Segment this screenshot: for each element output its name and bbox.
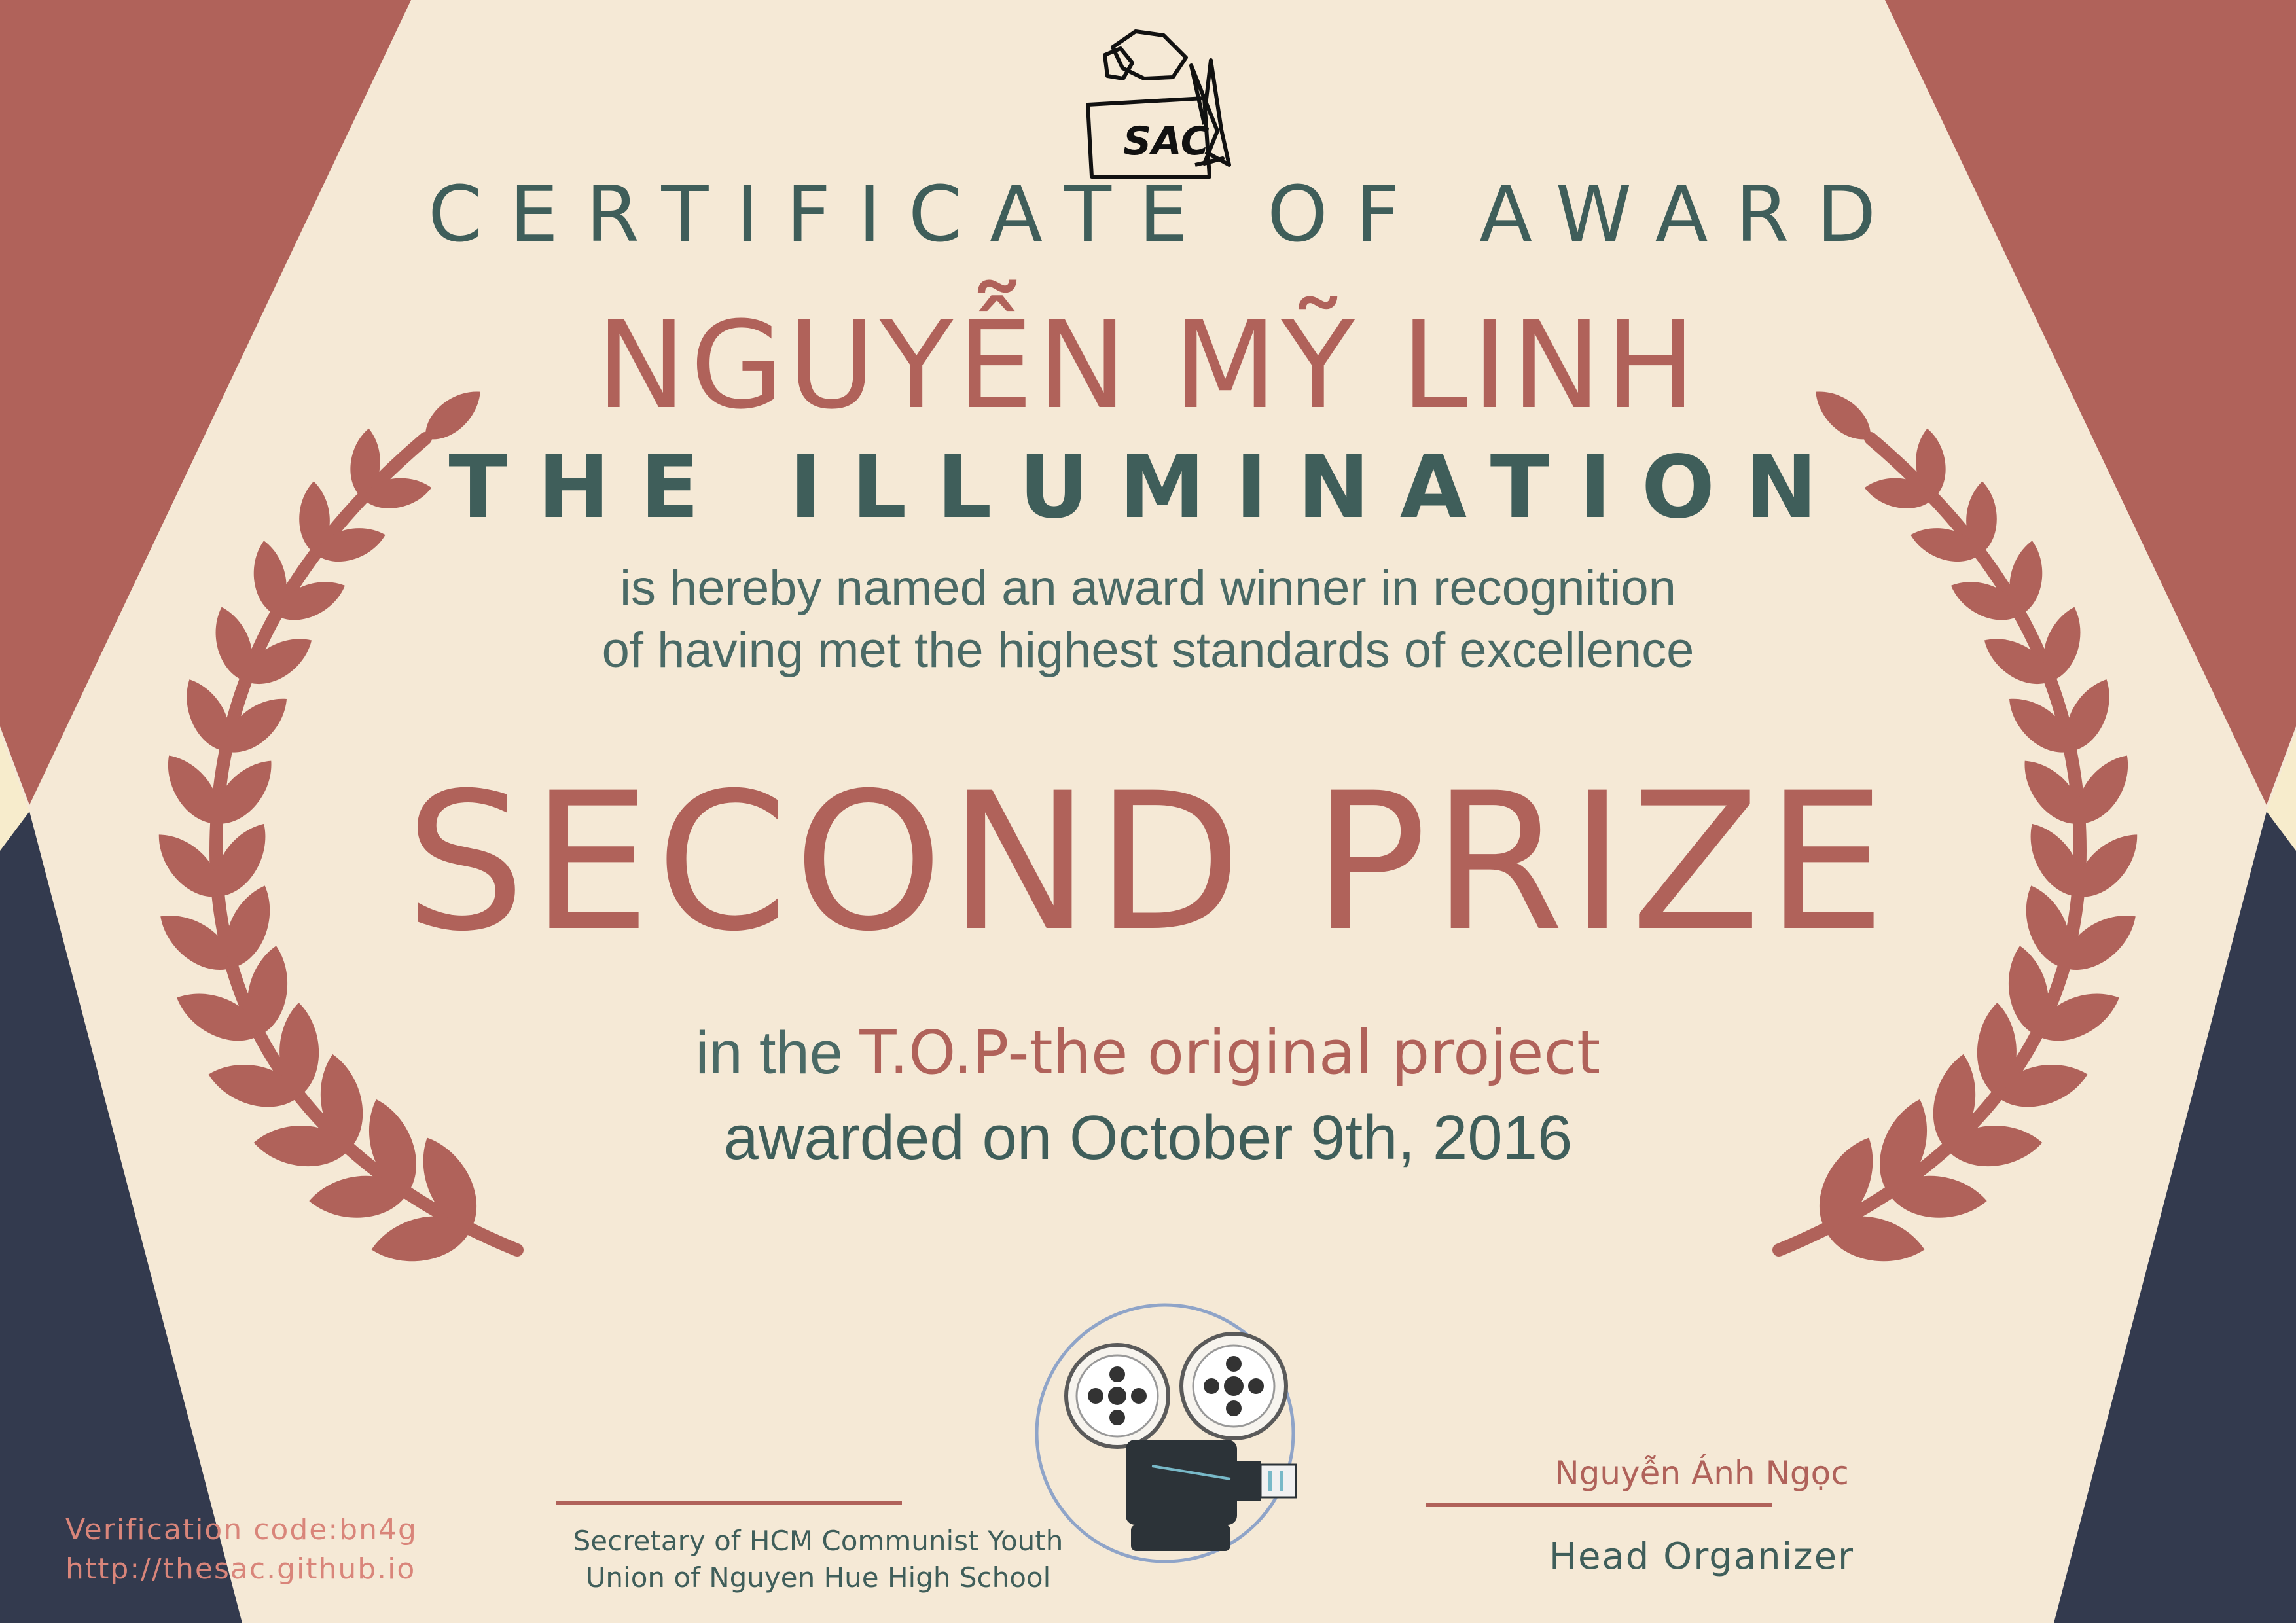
verification-url[interactable]: http://thesac.github.io (65, 1552, 416, 1586)
recognition-line-1: is hereby named an award winner in recognition (620, 560, 1676, 616)
event-name: T.O.P-the original project (859, 1018, 1601, 1088)
sac-camera-logo (1088, 31, 1229, 177)
verification-code (65, 1513, 418, 1546)
right-red-panel (1885, 0, 2296, 805)
recognition-line-2: of having met the highest standards of excellence (601, 622, 1695, 678)
right-film-reel (1181, 1334, 1286, 1438)
secretary-title-line-1: Secretary of HCM Communist Youth (573, 1525, 1064, 1557)
certificate-title: CERTIFICATE OF AWARD (428, 169, 1904, 259)
event-line (493, 1018, 1803, 1088)
left-red-panel (0, 0, 411, 805)
secretary-title-line-2: Union of Nguyen Hue High School (585, 1561, 1051, 1594)
event-prefix: in the (695, 1020, 843, 1086)
award-date: awarded on October 9th, 2016 (723, 1103, 1573, 1173)
verification-code-value: bn4g (339, 1513, 418, 1546)
film-projector-emblem (1037, 1305, 1296, 1561)
logo-text: SAC (1123, 118, 1210, 164)
recipient-name: NGUYỄN MỸ LINH (596, 296, 1700, 436)
prize-title: SECOND PRIZE (404, 753, 1892, 973)
organizer-name: Nguyễn Ánh Ngọc (1554, 1454, 1849, 1492)
organizer-role: Head Organizer (1549, 1535, 1855, 1578)
left-film-reel (1066, 1345, 1168, 1447)
team-name: THE ILLUMINATION (448, 437, 1848, 538)
verification-label: Verification code: (65, 1513, 340, 1546)
